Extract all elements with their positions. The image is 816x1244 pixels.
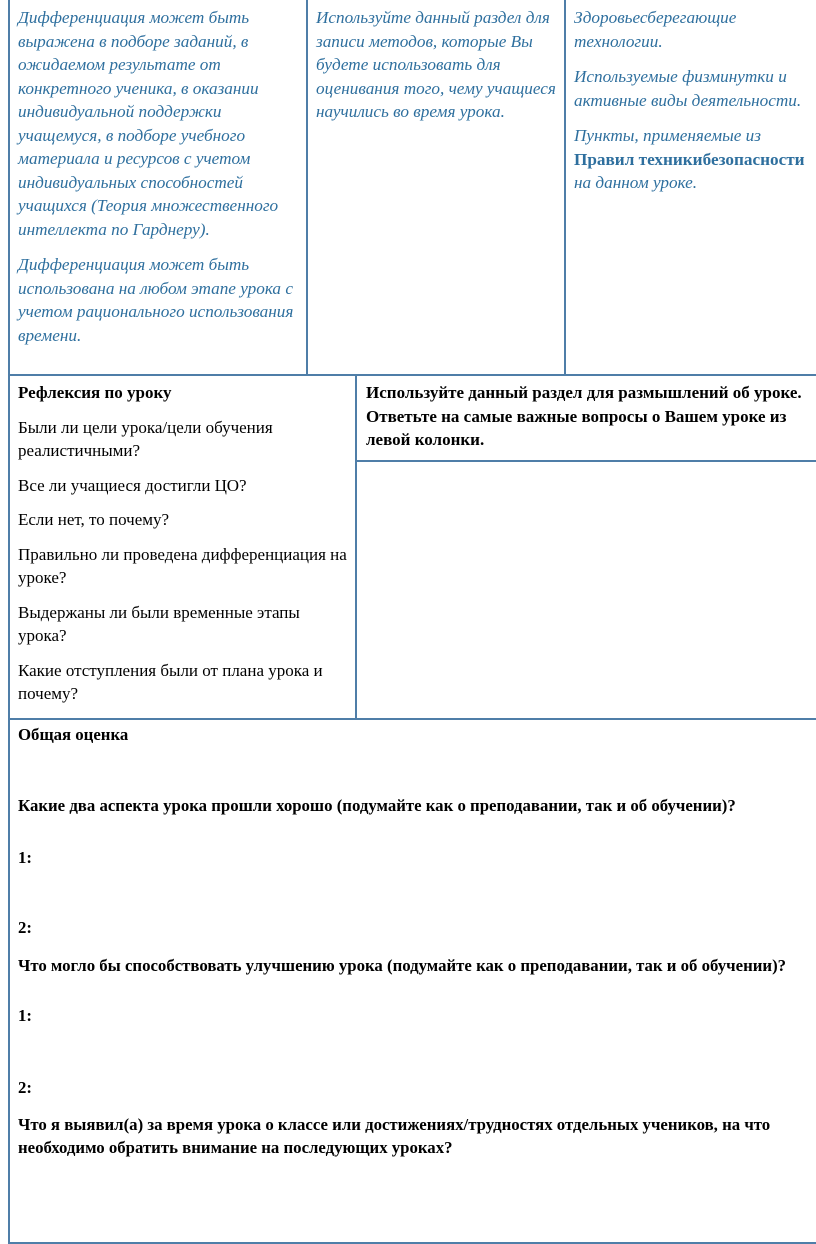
reflection-instruction: Используйте данный раздел для размышлений об уроке. Ответьте на самые важные вопросы о Вашем уроке из левой колонки. bbox=[366, 383, 802, 449]
safety-rules-text bbox=[574, 124, 808, 195]
reflection-heading: Рефлексия по уроку bbox=[18, 383, 172, 402]
reflection-answer-cell[interactable] bbox=[355, 460, 816, 720]
health-cell bbox=[564, 0, 816, 376]
general-assessment-cell bbox=[8, 718, 816, 1244]
reflection-question: Какие отступления были от плана урока и почему? bbox=[18, 660, 323, 703]
question-improvement: Что могло бы способствовать улучшению урока (подумайте как о преподавании, так и об обучении)? bbox=[18, 956, 787, 975]
went-well-item-1: 1: bbox=[18, 848, 32, 867]
question-class-findings: Что я выявил(а) за время урока о классе или достижениях/трудностях отдельных учеников, на что необходимо обратить внимание на последующих уроках? bbox=[18, 1115, 771, 1157]
went-well-item-2: 2: bbox=[18, 918, 32, 937]
physical-activity-text: Используемые физминутки и активные виды деятельности. bbox=[574, 67, 802, 110]
assessment-text: Используйте данный раздел для записи методов, которые Вы будете использовать для оценивания того, чему учащиеся научились во время урока. bbox=[316, 8, 556, 121]
differentiation-text: Дифференциация может быть выражена в подборе заданий, в ожидаемом результате от конкретного ученика, в оказании индивидуальной поддержки учащемуся, в подборе учебного материала и ресурсов с учетом индивидуальных способностей учащихся (Теория множественного интеллекта по Гарднеру). bbox=[18, 8, 279, 239]
reflection-question: Были ли цели урока/цели обучения реалистичными? bbox=[18, 417, 273, 460]
improvement-item-1: 1: bbox=[18, 1006, 32, 1025]
reflection-question: Правильно ли проведена дифференциация на уроке? bbox=[18, 544, 347, 587]
general-heading: Общая оценка bbox=[18, 725, 129, 744]
improvement-item-2: 2: bbox=[18, 1078, 32, 1097]
safety-rules-bold: Правил техникибезопасности bbox=[574, 149, 805, 169]
question-went-well: Какие два аспекта урока прошли хорошо (подумайте как о преподавании, так и об обучении)? bbox=[18, 796, 736, 815]
assessment-cell bbox=[306, 0, 566, 376]
reflection-question: Если нет, то почему? bbox=[18, 510, 170, 529]
safety-rules-start: Пункты, применяемые из bbox=[574, 126, 761, 145]
reflection-instruction-cell bbox=[355, 374, 816, 462]
differentiation-time-text: Дифференциация может быть использована на любом этапе урока с учетом рационального использования времени. bbox=[18, 255, 294, 345]
health-tech-text: Здоровьесберегающие технологии. bbox=[574, 8, 737, 51]
reflection-question: Выдержаны ли были временные этапы урока? bbox=[18, 602, 300, 645]
reflection-cell bbox=[8, 374, 357, 720]
reflection-question: Все ли учащиеся достигли ЦО? bbox=[18, 475, 247, 495]
differentiation-cell bbox=[8, 0, 308, 376]
safety-rules-end: на данном уроке. bbox=[574, 173, 698, 192]
